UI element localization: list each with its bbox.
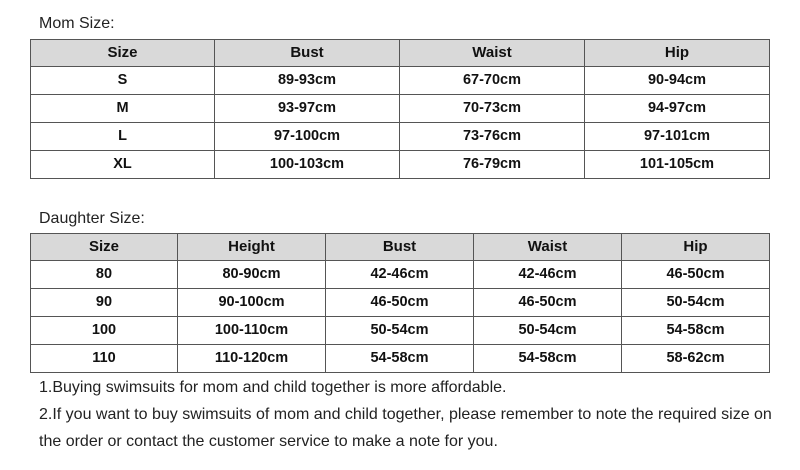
mom-cell-hip: 101-105cm <box>585 151 770 179</box>
mom-header-hip: Hip <box>585 40 770 67</box>
daughter-cell-size: 80 <box>31 261 178 289</box>
table-row <box>31 95 770 123</box>
mom-header-size: Size <box>31 40 215 67</box>
daughter-cell-bust: 46-50cm <box>326 289 474 317</box>
daughter-cell-waist: 46-50cm <box>474 289 622 317</box>
mom-cell-size: S <box>31 67 215 95</box>
table-row <box>31 317 770 345</box>
daughter-size-caption: Daughter Size: <box>39 210 145 227</box>
daughter-cell-waist: 54-58cm <box>474 345 622 373</box>
mom-cell-bust: 97-100cm <box>215 123 400 151</box>
daughter-cell-bust: 42-46cm <box>326 261 474 289</box>
daughter-cell-hip: 50-54cm <box>622 289 770 317</box>
mom-cell-waist: 76-79cm <box>400 151 585 179</box>
table-row <box>31 289 770 317</box>
table-row <box>31 123 770 151</box>
daughter-cell-height: 100-110cm <box>178 317 326 345</box>
mom-cell-hip: 90-94cm <box>585 67 770 95</box>
mom-cell-waist: 67-70cm <box>400 67 585 95</box>
daughter-cell-hip: 46-50cm <box>622 261 770 289</box>
mom-header-row <box>31 40 770 67</box>
mom-header-waist: Waist <box>400 40 585 67</box>
daughter-cell-size: 100 <box>31 317 178 345</box>
daughter-cell-size: 110 <box>31 345 178 373</box>
daughter-cell-size: 90 <box>31 289 178 317</box>
mom-cell-waist: 70-73cm <box>400 95 585 123</box>
note-affordable: 1.Buying swimsuits for mom and child together is more affordable. <box>39 379 507 396</box>
daughter-cell-waist: 42-46cm <box>474 261 622 289</box>
daughter-size-table <box>30 233 770 373</box>
daughter-header-hip: Hip <box>622 234 770 261</box>
mom-cell-waist: 73-76cm <box>400 123 585 151</box>
mom-cell-hip: 94-97cm <box>585 95 770 123</box>
daughter-header-waist: Waist <box>474 234 622 261</box>
daughter-header-row <box>31 234 770 261</box>
daughter-cell-hip: 58-62cm <box>622 345 770 373</box>
table-row <box>31 345 770 373</box>
daughter-cell-hip: 54-58cm <box>622 317 770 345</box>
mom-header-bust: Bust <box>215 40 400 67</box>
daughter-cell-bust: 50-54cm <box>326 317 474 345</box>
mom-size-caption: Mom Size: <box>39 15 115 32</box>
mom-cell-bust: 89-93cm <box>215 67 400 95</box>
note-order-instructions: 2.If you want to buy swimsuits of mom and child together, please remember to note the required size on the order or contact the customer service to make a note for you. <box>39 406 772 450</box>
mom-cell-size: XL <box>31 151 215 179</box>
table-row <box>31 151 770 179</box>
daughter-cell-height: 80-90cm <box>178 261 326 289</box>
daughter-cell-waist: 50-54cm <box>474 317 622 345</box>
daughter-cell-bust: 54-58cm <box>326 345 474 373</box>
daughter-header-height: Height <box>178 234 326 261</box>
daughter-header-bust: Bust <box>326 234 474 261</box>
daughter-cell-height: 110-120cm <box>178 345 326 373</box>
mom-cell-bust: 93-97cm <box>215 95 400 123</box>
mom-size-table <box>30 39 770 179</box>
table-row <box>31 67 770 95</box>
daughter-cell-height: 90-100cm <box>178 289 326 317</box>
mom-cell-bust: 100-103cm <box>215 151 400 179</box>
table-row <box>31 261 770 289</box>
mom-cell-size: M <box>31 95 215 123</box>
mom-cell-hip: 97-101cm <box>585 123 770 151</box>
mom-cell-size: L <box>31 123 215 151</box>
daughter-header-size: Size <box>31 234 178 261</box>
